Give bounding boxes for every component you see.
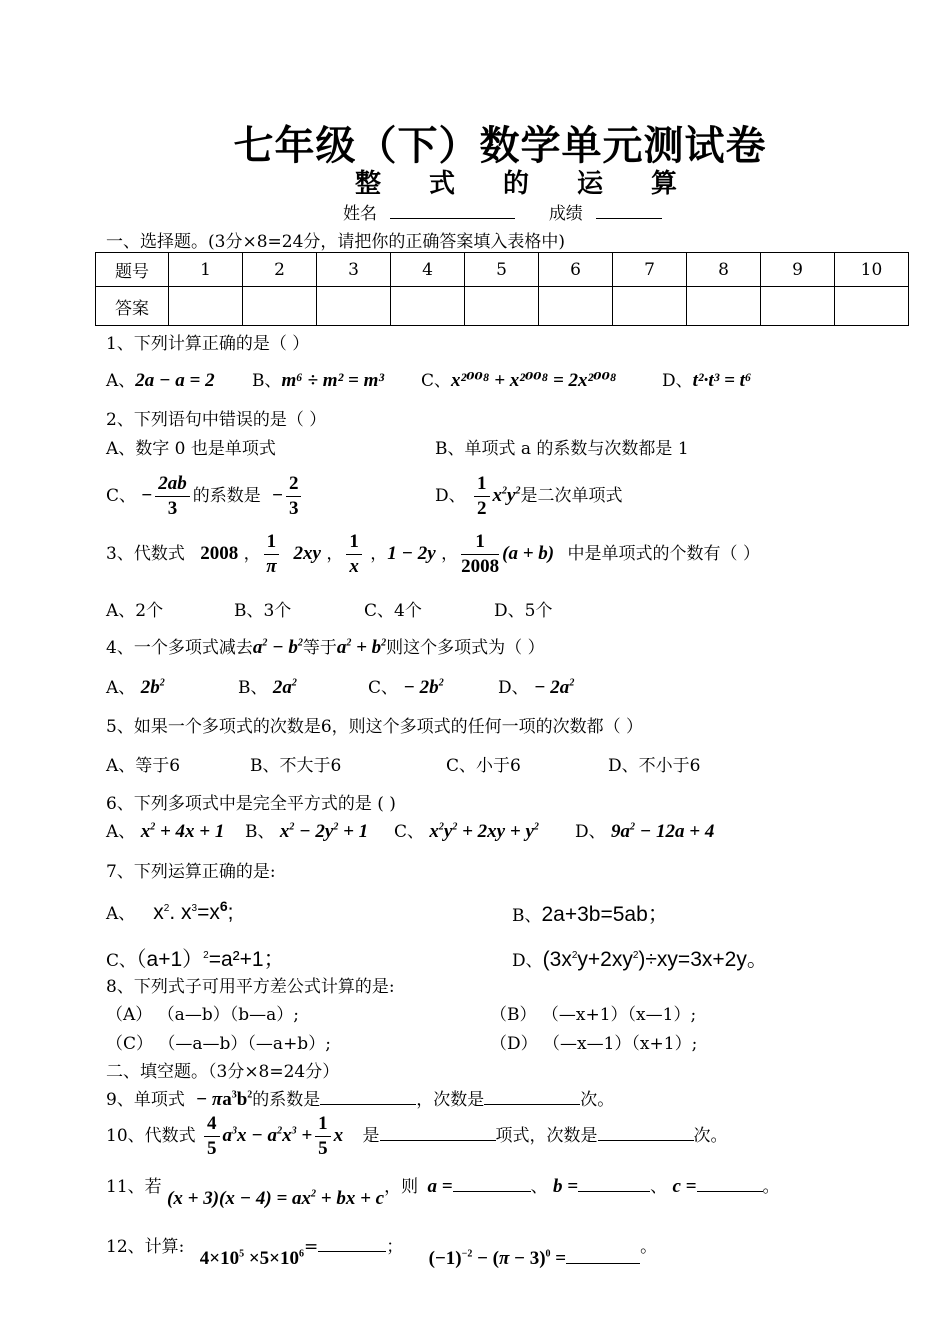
fraction: $\frac{1}{2008}$ <box>461 531 500 577</box>
q9-mid: 的系数是 <box>252 1090 321 1110</box>
q1-a-expr: 2a − a = 2 <box>135 370 215 391</box>
q1-option-d[interactable] <box>662 366 752 392</box>
q8-option-d[interactable]: （D） （—x—1）（x+1）; <box>490 1034 698 1054</box>
table-cell-number: 4 <box>391 253 465 287</box>
q12: 12、计算: $4\times 10^5 \times 5\times 10^6=$ ； $(-1)^{-2} - (\pi - 3)^0$ =。 <box>106 1237 658 1269</box>
q7-option-c[interactable]: C、$(a+1)^2=a^2+1$； <box>106 948 285 971</box>
q10-suffix: 次。 <box>693 1126 728 1146</box>
fraction: $\frac{1}{2}$ <box>474 472 490 521</box>
q11-blank-c[interactable] <box>697 1177 763 1192</box>
q6-option-a[interactable]: A、 $x^2 + 4x + 1$ <box>106 821 225 842</box>
q1-stem: 1、下列计算正确的是（ ） <box>106 334 310 354</box>
answer-cell[interactable] <box>613 287 687 326</box>
q11-prefix: 11、若 <box>106 1177 162 1197</box>
table-cell-number: 3 <box>317 253 391 287</box>
q6-option-b[interactable]: B、 $x^2 - 2y^2 + 1$ <box>245 821 369 842</box>
answer-cell[interactable] <box>687 287 761 326</box>
table-cell-number: 10 <box>835 253 909 287</box>
score-blank[interactable] <box>596 204 662 219</box>
q4-stem-prefix: 4、一个多项式减去 <box>106 638 253 658</box>
q3-option-a[interactable]: A、2个 <box>106 601 164 621</box>
q12-blank-2[interactable] <box>566 1249 640 1264</box>
q12-blank-1[interactable] <box>318 1237 386 1252</box>
q9-prefix: 9、单项式 <box>106 1090 185 1110</box>
name-field[interactable] <box>343 199 662 224</box>
table-cell-number: 5 <box>465 253 539 287</box>
q2-stem: 2、下列语句中错误的是（ ） <box>106 410 327 430</box>
option-text: 的系数是 <box>192 486 261 506</box>
q4-stem-mid: 等于 <box>302 638 337 658</box>
answer-table <box>95 252 909 326</box>
option-letter: A、 <box>106 822 136 842</box>
q1-option-a[interactable] <box>106 366 215 392</box>
section2-heading: 二、填空题。（3分×8=24分） <box>106 1062 340 1082</box>
q11-end: 。 <box>762 1177 780 1197</box>
q12-prefix: 12、计算: <box>106 1237 185 1257</box>
fraction: $\frac{1}{5}$ <box>315 1112 331 1161</box>
option-letter: C、 <box>106 951 137 971</box>
option-letter: C、 <box>106 486 137 506</box>
q6-option-c[interactable]: C、 $x^2y^2 + 2xy + y^2$ <box>394 821 539 842</box>
answer-cell[interactable] <box>169 287 243 326</box>
page-title: 七年级（下）数学单元测试卷 <box>233 123 767 169</box>
q3-stem-suffix: 中是单项式的个数有（ ） <box>567 544 760 564</box>
q1-b-expr: m⁶ ÷ m² = m³ <box>281 370 385 391</box>
option-letter: D、 <box>512 951 543 971</box>
q10-mid: 是 <box>362 1126 380 1146</box>
q10-blank-degree[interactable] <box>598 1126 694 1141</box>
q10-blank-terms[interactable] <box>380 1126 496 1141</box>
q5-option-a[interactable]: A、等于6 <box>106 756 181 776</box>
option-letter: B、 <box>245 822 275 842</box>
table-row-label: 答案 <box>96 287 169 326</box>
table-answer-row <box>96 287 909 326</box>
answer-cell[interactable] <box>539 287 613 326</box>
q6-option-d[interactable]: D、 $9a^2 - 12a + 4$ <box>575 821 715 842</box>
table-cell-number: 7 <box>613 253 687 287</box>
q2-option-c[interactable]: C、 − $\frac{2ab}{3}$ 的系数是 − $\frac{2}{3}$ <box>106 472 304 521</box>
answer-cell[interactable] <box>761 287 835 326</box>
option-letter: A、 <box>106 904 136 924</box>
option-letter: B、 <box>252 371 282 391</box>
q5-stem: 5、如果一个多项式的次数是6，则这个多项式的任何一项的次数都（ ） <box>106 717 644 737</box>
option-letter: C、 <box>394 822 425 842</box>
answer-cell[interactable] <box>391 287 465 326</box>
q5-option-d[interactable]: D、不小于6 <box>608 756 701 776</box>
q8-option-a[interactable]: （A） （a—b）（b—a）; <box>106 1005 299 1025</box>
q8-option-b[interactable]: （B） （—x+1）（x—1）; <box>490 1005 697 1025</box>
table-header-row <box>96 253 909 287</box>
table-cell-number: 9 <box>761 253 835 287</box>
q10-prefix: 10、代数式 <box>106 1126 196 1146</box>
q7-option-d[interactable]: D、$(3x^2y+2xy^2)\div xy=3x+2y$。 <box>512 948 768 971</box>
page-subtitle: 整式的运算 <box>355 169 726 199</box>
q9-blank-degree[interactable] <box>484 1090 580 1105</box>
q4-option-b[interactable]: B、 $2a^2$ <box>238 677 297 698</box>
q11-blank-a[interactable] <box>453 1177 531 1192</box>
option-letter: D、 <box>575 822 606 842</box>
q1-d-expr: t²·t³ = t⁶ <box>692 370 752 391</box>
table-row-label: 题号 <box>96 253 169 287</box>
q8-option-c[interactable]: （C） （—a—b）（—a+b）; <box>106 1034 331 1054</box>
table-cell-number: 8 <box>687 253 761 287</box>
answer-cell[interactable] <box>465 287 539 326</box>
option-letter: C、 <box>368 678 399 698</box>
q1-c-expr: x²⁰⁰⁸ + x²⁰⁰⁸ = 2x²⁰⁰⁸ <box>451 370 617 391</box>
q7-option-b[interactable] <box>512 898 669 928</box>
q1-option-c[interactable] <box>421 366 617 392</box>
q7-option-a[interactable]: A、 $x^2$. $x^3=x^6$; <box>106 898 234 924</box>
option-letter: A、 <box>106 678 136 698</box>
name-label: 姓名 <box>343 204 377 224</box>
score-label: 成绩 <box>548 204 583 224</box>
fraction: $\frac{1}{\pi}$ <box>264 530 280 579</box>
section1-heading: 一、选择题。(3分×8=24分，请把你的正确答案填入表格中) <box>106 232 566 252</box>
table-cell-number: 1 <box>169 253 243 287</box>
q4-stem: 4、一个多项式减去$a^2 - b^2$等于$a^2 + b^2$则这个多项式为（ ） <box>106 637 545 658</box>
option-letter: D、 <box>498 678 529 698</box>
answer-cell[interactable] <box>243 287 317 326</box>
fraction: $\frac{2}{3}$ <box>286 472 302 521</box>
q2-option-b[interactable]: B、单项式 a 的系数与次数都是 1 <box>435 439 689 459</box>
q3-option-d[interactable]: D、5个 <box>494 601 553 621</box>
q1-option-b[interactable] <box>252 366 384 392</box>
name-blank[interactable] <box>390 204 515 219</box>
q4-stem-suffix: 则这个多项式为（ ） <box>386 638 545 658</box>
q10-mid2: 项式，次数是 <box>495 1126 598 1146</box>
q11-blank-b[interactable] <box>578 1177 650 1192</box>
q10: 10、代数式 $\frac{4}{5}$ $a^3x - a^2x^3$ + $\frac{1}{5}$ x 是 项式，次数是 次。 <box>106 1113 728 1159</box>
q2-option-d[interactable]: D、 $\frac{1}{2}$ $x^2y^2$是二次单项式 <box>435 473 623 519</box>
q9-suffix: 次。 <box>580 1090 615 1110</box>
q7-c-expr: =a²+1； <box>208 948 285 971</box>
q2-option-a[interactable]: A、数字 0 也是单项式 <box>106 439 276 459</box>
option-letter: C、 <box>421 371 452 391</box>
option-letter: A、 <box>106 371 136 391</box>
q3-stem-prefix: 3、代数式 <box>106 544 185 564</box>
q11-mid: ，则 <box>384 1177 419 1197</box>
q5-option-c[interactable]: C、小于6 <box>446 756 521 776</box>
q3-option-c[interactable]: C、4个 <box>364 601 422 621</box>
q4-option-a[interactable]: A、 $2b^2$ <box>106 677 165 698</box>
q4-option-c[interactable]: C、 − $2b^2$ <box>368 677 444 698</box>
fraction: $\frac{4}{5}$ <box>204 1112 220 1161</box>
q11: 11、若 $(x + 3)(x - 4) = ax^2$ + bx + c，则 a = 、 b = 、 c = 。 <box>106 1176 780 1209</box>
fraction: $\frac{2ab}{3}$ <box>155 472 190 521</box>
answer-cell[interactable] <box>317 287 391 326</box>
q12-end: 。 <box>640 1237 658 1257</box>
option-letter: D、 <box>435 486 466 506</box>
q7-stem: 7、下列运算正确的是: <box>106 862 276 882</box>
option-letter: B、 <box>512 906 542 926</box>
q3-stem: 3、代数式 2008 ， $\frac{1}{\pi}$ 2xy ， $\frac{1}{x}$ ，1 − 2y ， $\frac{1}{2008}$ (a + b) 中是单项式的个数有（ ） <box>106 531 760 577</box>
option-letter: B、 <box>238 678 268 698</box>
q6-stem: 6、下列多项式中是完全平方式的是 ( ) <box>106 794 396 814</box>
fraction: $\frac{1}{x}$ <box>346 530 362 579</box>
answer-cell[interactable] <box>835 287 909 326</box>
q3-option-b[interactable]: B、3个 <box>234 601 292 621</box>
q4-option-d[interactable]: D、 − $2a^2$ <box>498 677 575 698</box>
q7-d-expr: ÷xy=3x+2y。 <box>645 948 768 971</box>
option-text: 是二次单项式 <box>520 486 623 506</box>
q9-mid2: ，次数是 <box>416 1090 485 1110</box>
q9-blank-coefficient[interactable] <box>320 1090 416 1105</box>
q8-stem: 8、下列式子可用平方差公式计算的是: <box>106 977 395 997</box>
q9: 9、单项式 − $\pi a^3b^2$的系数是 ，次数是 次。 <box>106 1089 615 1110</box>
table-cell-number: 6 <box>539 253 613 287</box>
table-cell-number: 2 <box>243 253 317 287</box>
q5-option-b[interactable]: B、不大于6 <box>250 756 342 776</box>
option-letter: D、 <box>662 371 693 391</box>
q7-b-expr: 2a+3b=5ab； <box>541 903 669 926</box>
